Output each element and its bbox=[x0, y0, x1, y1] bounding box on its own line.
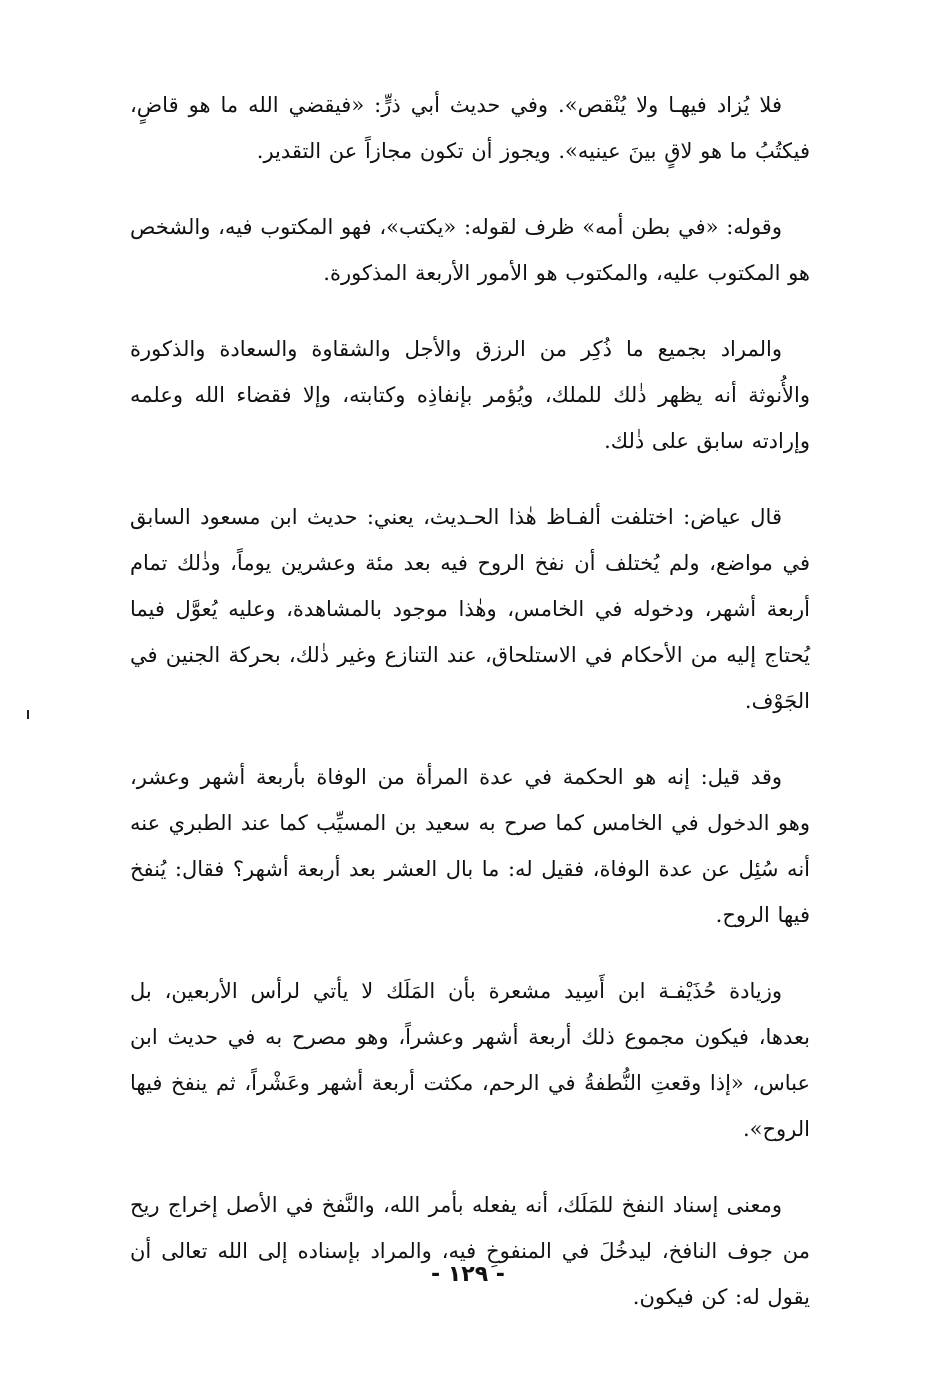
paragraph-6: وزيادة حُذَيْفـة ابن أَسِيد مشعرة بأن المَلَك لا يأتي لرأس الأربعين، بل بعدها، فيكون مجموع ذلك أربعة أشهر وعشراً، وهو مصرح به في حديث ابن عباس، «إذا وقعتِ النُّطفةُ في الرحم، مكثت أربعة أشهر وعَشْراً، ثم ينفخ فيها الروح». bbox=[130, 979, 810, 1141]
paragraph-3: والمراد بجميع ما ذُكِر من الرزق والأجل والشقاوة والسعادة والذكورة والأُنوثة أنه يظهر ذٰلك للملك، ويُؤمر بإنفاذِه وكتابته، وإلا فقضاء الله وعلمه وإرادته سابق على ذٰلك. bbox=[130, 337, 810, 453]
page-number: - ١٢٩ - bbox=[431, 1262, 505, 1287]
paragraph-5: وقد قيل: إنه هو الحكمة في عدة المرأة من الوفاة بأربعة أشهر وعشر، وهو الدخول في الخامس كما صرح به سعيد بن المسيِّب كما عند الطبري عنه أنه سُئِل عن عدة الوفاة، فقيل له: ما بال العشر بعد أربعة أشهر؟ فقال: يُنفخ فيها الروح. bbox=[130, 765, 810, 927]
margin-mark bbox=[27, 710, 29, 719]
paragraph-1: فلا يُزاد فيهـا ولا يُنْقص». وفي حديث أبي ذرٍّ: «فيقضي الله ما هو قاضٍ، فيكتُبُ ما هو لاقٍ بينَ عينيه». ويجوز أن تكون مجازاً عن التقدير. bbox=[130, 93, 810, 163]
paragraph-2: وقوله: «في بطن أمه» ظرف لقوله: «يكتب»، فهو المكتوب فيه، والشخص هو المكتوب عليه، والمكتوب هو الأمور الأربعة المذكورة. bbox=[130, 215, 810, 285]
paragraph-4: قال عياض: اختلفت ألفـاظ هٰذا الحـديث، يعني: حديث ابن مسعود السابق في مواضع، ولم يُختلف أن نفخ الروح فيه بعد مئة وعشرين يوماً، وذٰلك تمام أربعة أشهر، ودخوله في الخامس، وهٰذا موجود بالمشاهدة، وعليه يُعوَّل فيما يُحتاج إليه من الأحكام في الاستلحاق، عند التنازع وغير ذٰلك، بحركة الجنين في الجَوْف. bbox=[130, 505, 810, 713]
paragraph-7: ومعنى إسناد النفخ للمَلَك، أنه يفعله بأمر الله، والنَّفخ في الأصل إخراج ريح من جوف النافخ، ليدخُلَ في المنفوخِ فيه، والمراد بإسناده إلى الله تعالى أن يقول له: كن فيكون. bbox=[130, 1193, 810, 1309]
page-body bbox=[130, 82, 810, 1350]
